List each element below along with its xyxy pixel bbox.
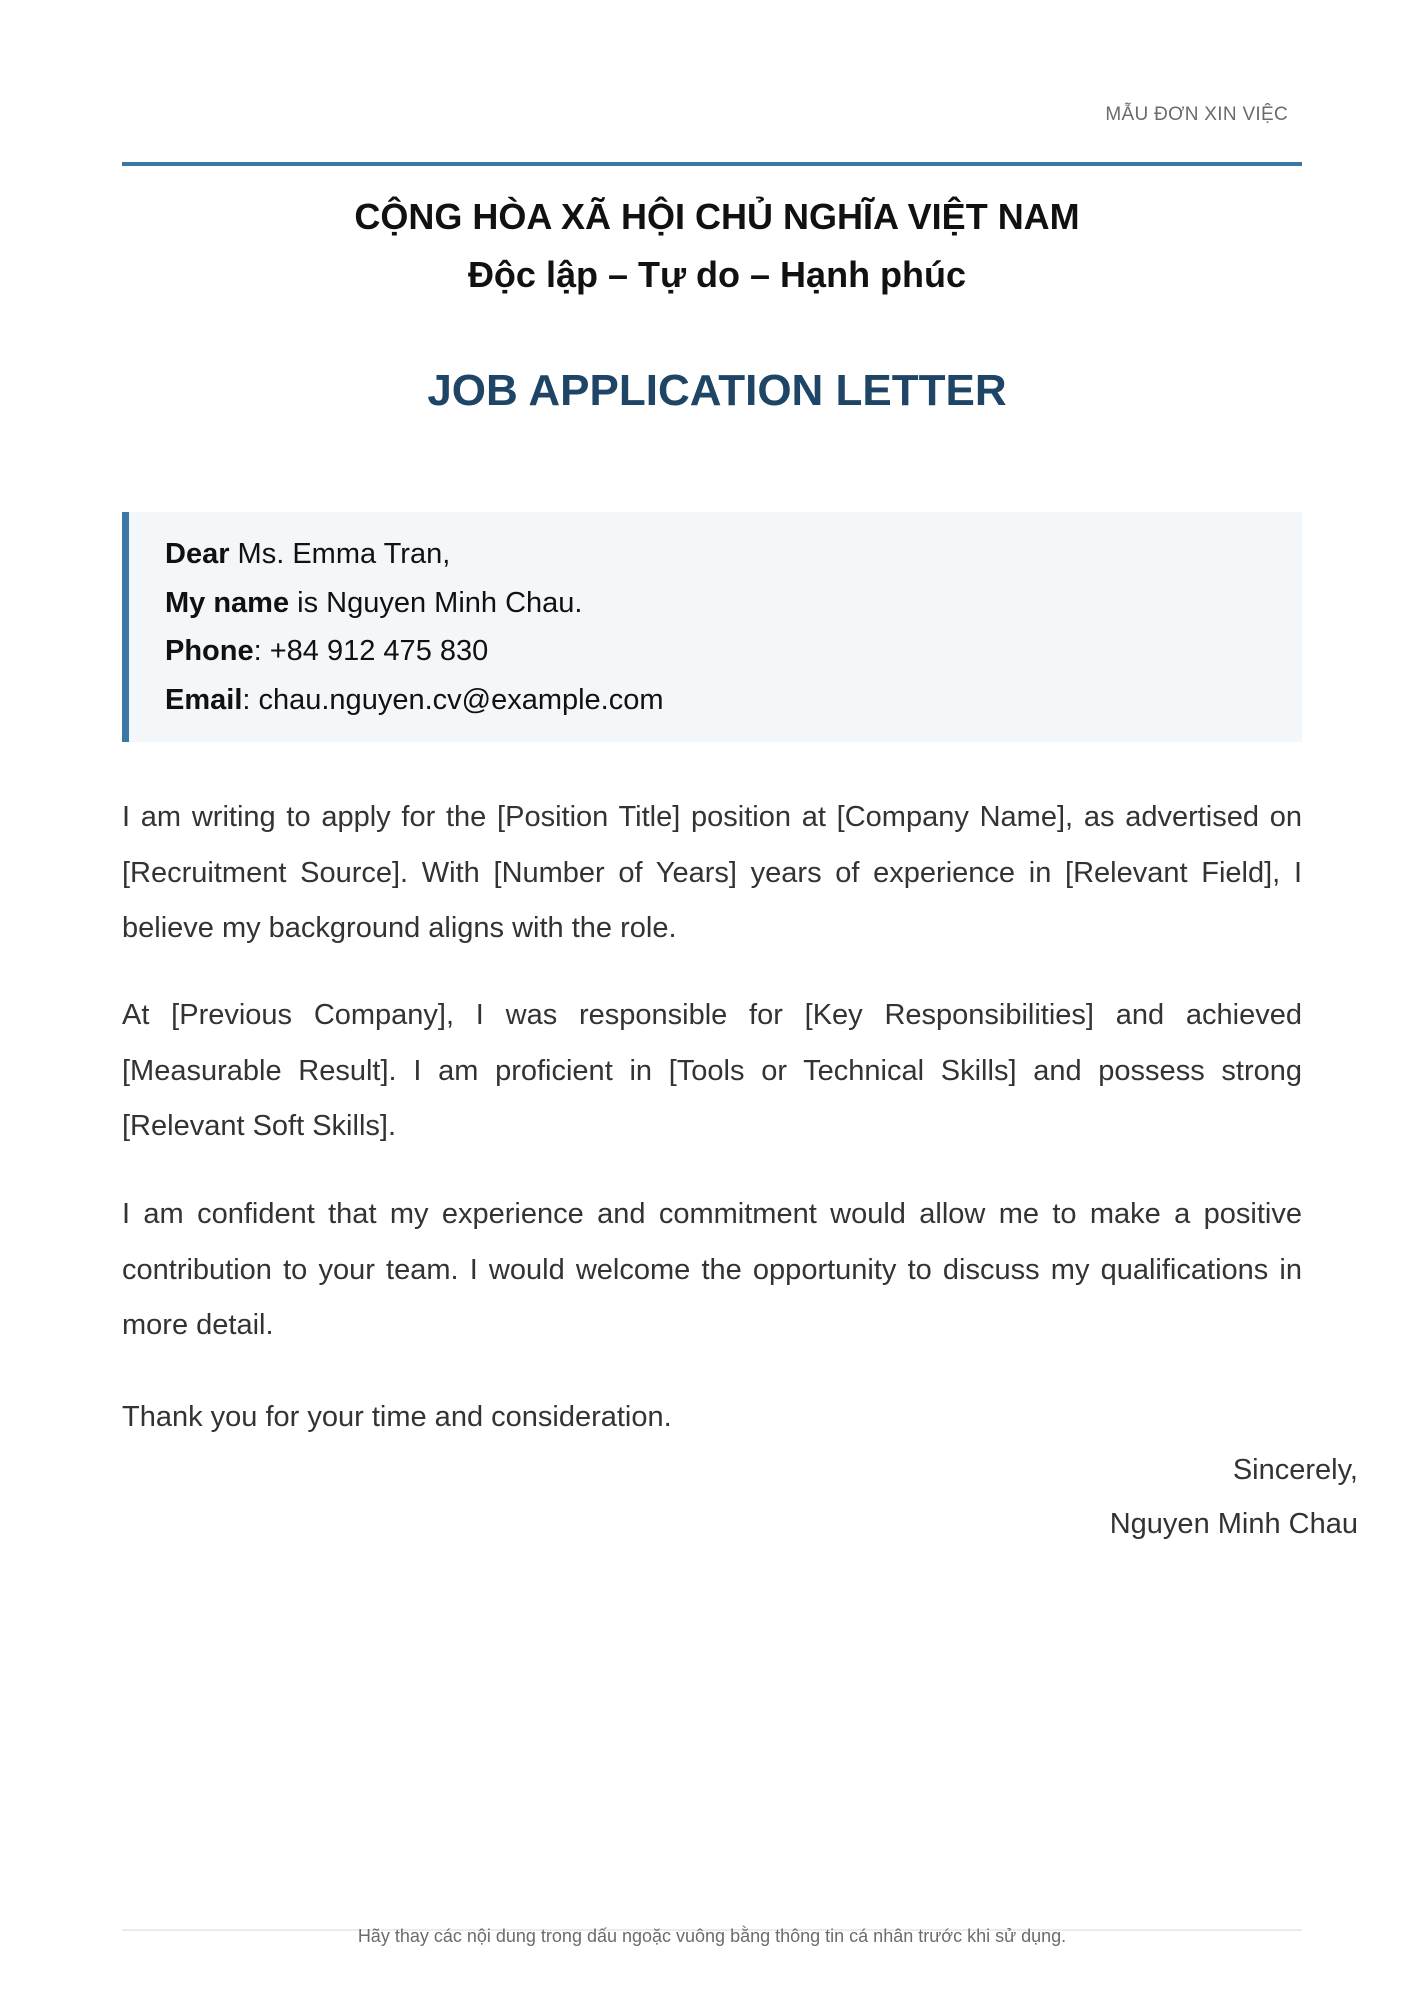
name-line [165, 579, 1302, 628]
email-value: : chau.nguyen.cv@example.com [242, 683, 664, 716]
closing-line: Thank you for your time and consideration. [122, 1401, 672, 1433]
document-title: JOB APPLICATION LETTER [427, 366, 1007, 415]
name-label: My name [165, 586, 290, 619]
national-title: CỘNG HÒA XÃ HỘI CHỦ NGHĨA VIỆT NAM [354, 196, 1080, 237]
valediction: Sincerely, [1232, 1454, 1358, 1486]
phone-line [165, 627, 1302, 676]
salutation-value: Ms. Emma Tran, [229, 538, 451, 570]
name-value: is Nguyen Minh Chau. [289, 586, 583, 619]
salutation-line [165, 530, 1302, 579]
template-label: MẪU ĐƠN XIN VIỆC [1105, 104, 1288, 125]
signature-name: Nguyen Minh Chau [1109, 1508, 1358, 1540]
body-paragraph-experience: At [Previous Company], I was responsible for [Key Responsibilities] and achieved [Measurable Result]. I am proficient in [Tools or Technical Skills] and possess strong [Relevant Soft Skills]. [122, 999, 1302, 1142]
national-motto: Độc lập – Tự do – Hạnh phúc [467, 254, 967, 295]
body-paragraph-motivation: I am confident that my experience and commitment would allow me to make a positive contribution to your team. I would welcome the opportunity to discuss my qualifications in more detail. [122, 1198, 1302, 1341]
phone-value: : +84 912 475 830 [253, 635, 489, 667]
phone-label: Phone [165, 635, 254, 667]
body-paragraph-intro: I am writing to apply for the [Position Title] position at [Company Name], as advertised on [Recruitment Source]. With [Number of Years] years of experience in [Relevant Field], I believe my background aligns with the role. [122, 801, 1302, 944]
salutation-label: Dear [165, 538, 230, 570]
email-label: Email [165, 683, 243, 716]
applicant-info-box [122, 512, 1302, 742]
header-divider [122, 162, 1302, 166]
footer-note: Hãy thay các nội dung trong dấu ngoặc vuông bằng thông tin cá nhân trước khi sử dụng. [357, 1926, 1067, 1946]
email-line [165, 676, 1302, 725]
